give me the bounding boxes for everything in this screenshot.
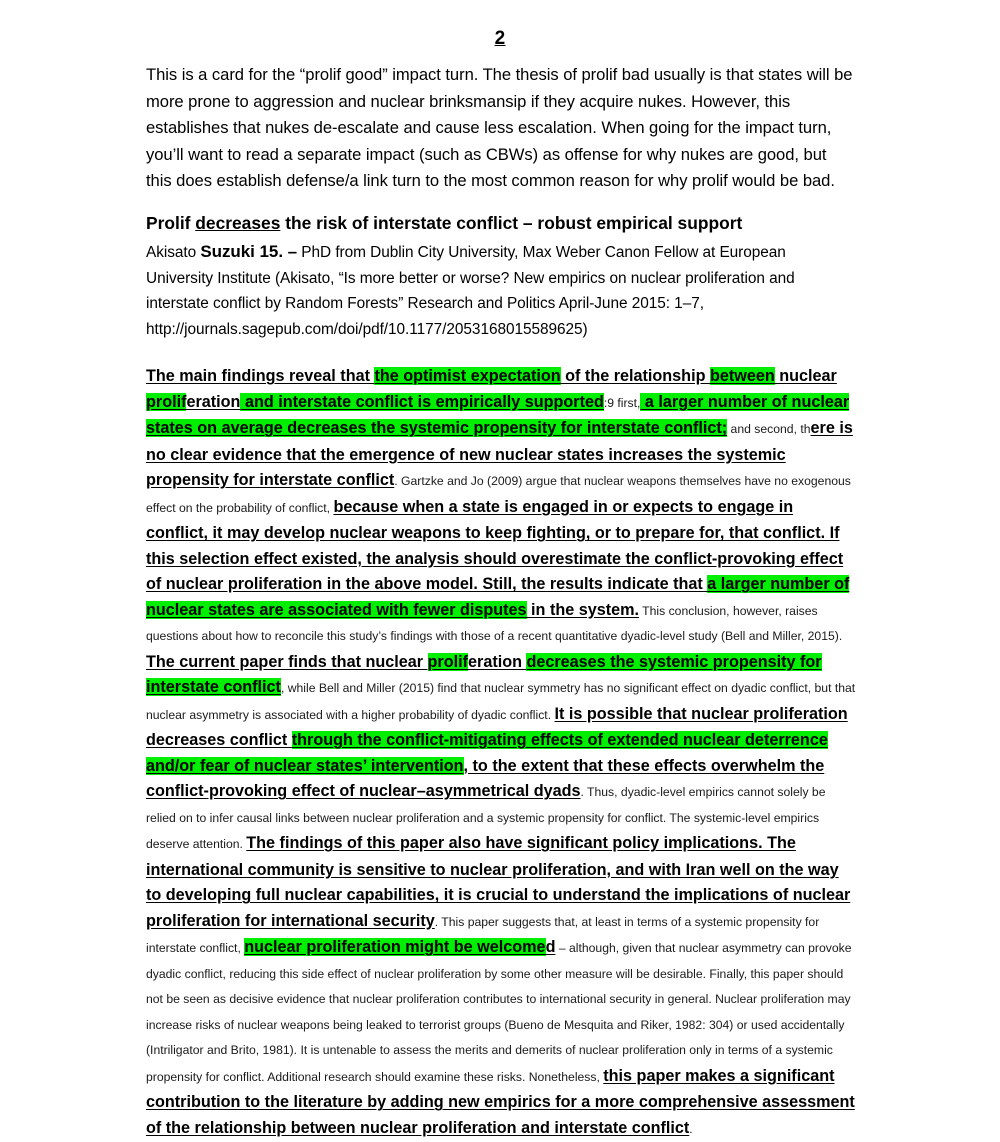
card-text-run: eration xyxy=(186,392,241,411)
card-highlighted-run: nuclear proliferation might be welcome xyxy=(244,938,546,957)
card-highlighted-run: a larger number of nuclear states on average decreases the systemic propensity for interstate conflict; xyxy=(146,392,850,438)
card-text-run: this paper makes a significant contribution to the literature by adding new empirics for a more comprehensive assessment of the relationship between nuclear proliferation and interstate conflict xyxy=(146,1066,855,1137)
card-text-run: nuclear xyxy=(774,367,837,386)
tag-text-after: the risk of interstate conflict – robust empirical support xyxy=(280,212,743,233)
page-number: 2 xyxy=(494,28,506,49)
card-highlighted-run: prolif xyxy=(146,392,187,411)
card-text-run: eration xyxy=(468,652,527,671)
card-highlighted-run: between xyxy=(709,367,775,386)
card-text-run: , while Bell and Miller (2015) find that nuclear symmetry has no significant effect on dyadic conflict, but that nuclear asymmetry is associated with a higher probability of dyadic conflict. xyxy=(146,681,856,722)
card-text-run: , to the extent that these effects overwhelm the conflict-provoking effect of nuclear–asymmetrical dyads xyxy=(146,756,825,801)
tag-text-underlined: decreases xyxy=(195,212,281,233)
citation-details: PhD from Dublin City University, Max Weber Canon Fellow at European University Institute (Akisato, “Is more better or worse? New empirics on nuclear proliferation and interstate conflict by Random Forests” Research and Politics April-June 2015: 1–7, http://journals.sagepub.com/doi/pdf/10.1177/2053168015589625) xyxy=(146,243,795,338)
card-tag-heading xyxy=(146,211,856,235)
card-text-run: of the relationship xyxy=(560,367,710,386)
card-citation xyxy=(146,239,856,342)
card-text-run: It is possible that nuclear proliferation decreases conflict xyxy=(146,704,848,750)
tag-text-before: Prolif xyxy=(146,212,196,233)
card-highlighted-run: through the conflict-mitigating effects of extended nuclear deterrence and/or fear of nuclear states’ intervention xyxy=(146,731,828,775)
card-text-run: The main findings reveal that xyxy=(146,367,375,386)
analytic-intro-paragraph: This is a card for the “prolif good” impact turn. The thesis of prolif bad usually is that states will be more prone to aggression and nuclear brinksmansip if they acquire nukes. However, this establishes that nukes de-escalate and cause less escalation. When going for the impact turn, you’ll want to read a separate impact (such as CBWs) as offense for why nukes are good, but this does establish defense/a link turn to the most common reason for why prolif would be bad. xyxy=(146,65,853,191)
citation-author-prefix: Akisato xyxy=(146,243,201,261)
card-text-run: ere is no clear evidence that the emergence of new nuclear states increases the systemic propensity for interstate conflict xyxy=(146,419,853,490)
card-highlighted-run: a larger number of nuclear states are associated with fewer disputes xyxy=(146,575,850,619)
card-highlighted-run: the optimist expectation xyxy=(374,367,561,386)
card-text-run: The findings of this paper also have significant policy implications. The international community is sensitive to nuclear proliferation, and with Iran well on the way to developing full nuclear capabilities, it is crucial to understand the implications of nuclear proliferation for international security xyxy=(146,834,851,930)
card-body-text xyxy=(146,364,856,1142)
citation-author: Suzuki 15. – xyxy=(200,241,298,261)
card-highlighted-run: and interstate conflict is empirically supported xyxy=(240,392,604,411)
card-text-run: . xyxy=(689,1121,693,1136)
card-text-run: – although, given that nuclear asymmetry can provoke dyadic conflict, reducing this side effect of nuclear proliferation by some other measure will be desirable. Finally, this paper should not be seen as decisive evidence that nuclear proliferation contributes to international security in general. Nuclear proliferation may increase risks of nuclear weapons being leaked to terrorist groups (Bueno de Mesquita and Riker, 1982: 304) or used accidentally (Intriligator and Brito, 1981). It is untenable to assess the merits and demerits of nuclear proliferation only in terms of a systemic propensity for conflict. Additional research should examine these risks. Nonetheless, xyxy=(146,941,852,1084)
card-text-run: . Gartzke and Jo (2009) argue that nuclear weapons themselves have no exogenous effect on the probability of conflict, xyxy=(146,474,851,515)
card-highlighted-run: decreases the systemic propensity for interstate conflict xyxy=(146,652,822,697)
page-content xyxy=(146,62,856,1142)
card-text-run: d xyxy=(545,938,556,957)
card-text-run: and second, th xyxy=(727,422,811,437)
card-highlighted-run: prolif xyxy=(427,652,469,671)
card-text-run: because when a state is engaged in or expects to engage in conflict, it may develop nuclear weapons to keep fighting, or to prepare for, that conflict. If this selection effect existed, the analysis should overestimate the conflict-provoking effect of nuclear proliferation in the above model. Still, the results indicate that xyxy=(146,497,844,594)
card-text-run: The current paper finds that nuclear xyxy=(146,652,428,671)
card-text-run: in the system. xyxy=(526,600,640,619)
card-text-run: . This paper suggests that, at least in terms of a systemic propensity for interstate conflict, xyxy=(146,914,820,956)
card-text-run: This conclusion, however, raises questions about how to reconcile this study’s findings with those of a recent quantitative dyadic-level study (Bell and Miller, 2015). xyxy=(146,603,843,644)
card-text-run: :9 first, xyxy=(603,395,641,410)
card-text-run: . Thus, dyadic-level empirics cannot solely be relied on to infer causal links between nuclear proliferation and a systemic propensity for conflict. The systemic-level empirics deserve attention. xyxy=(146,785,826,852)
